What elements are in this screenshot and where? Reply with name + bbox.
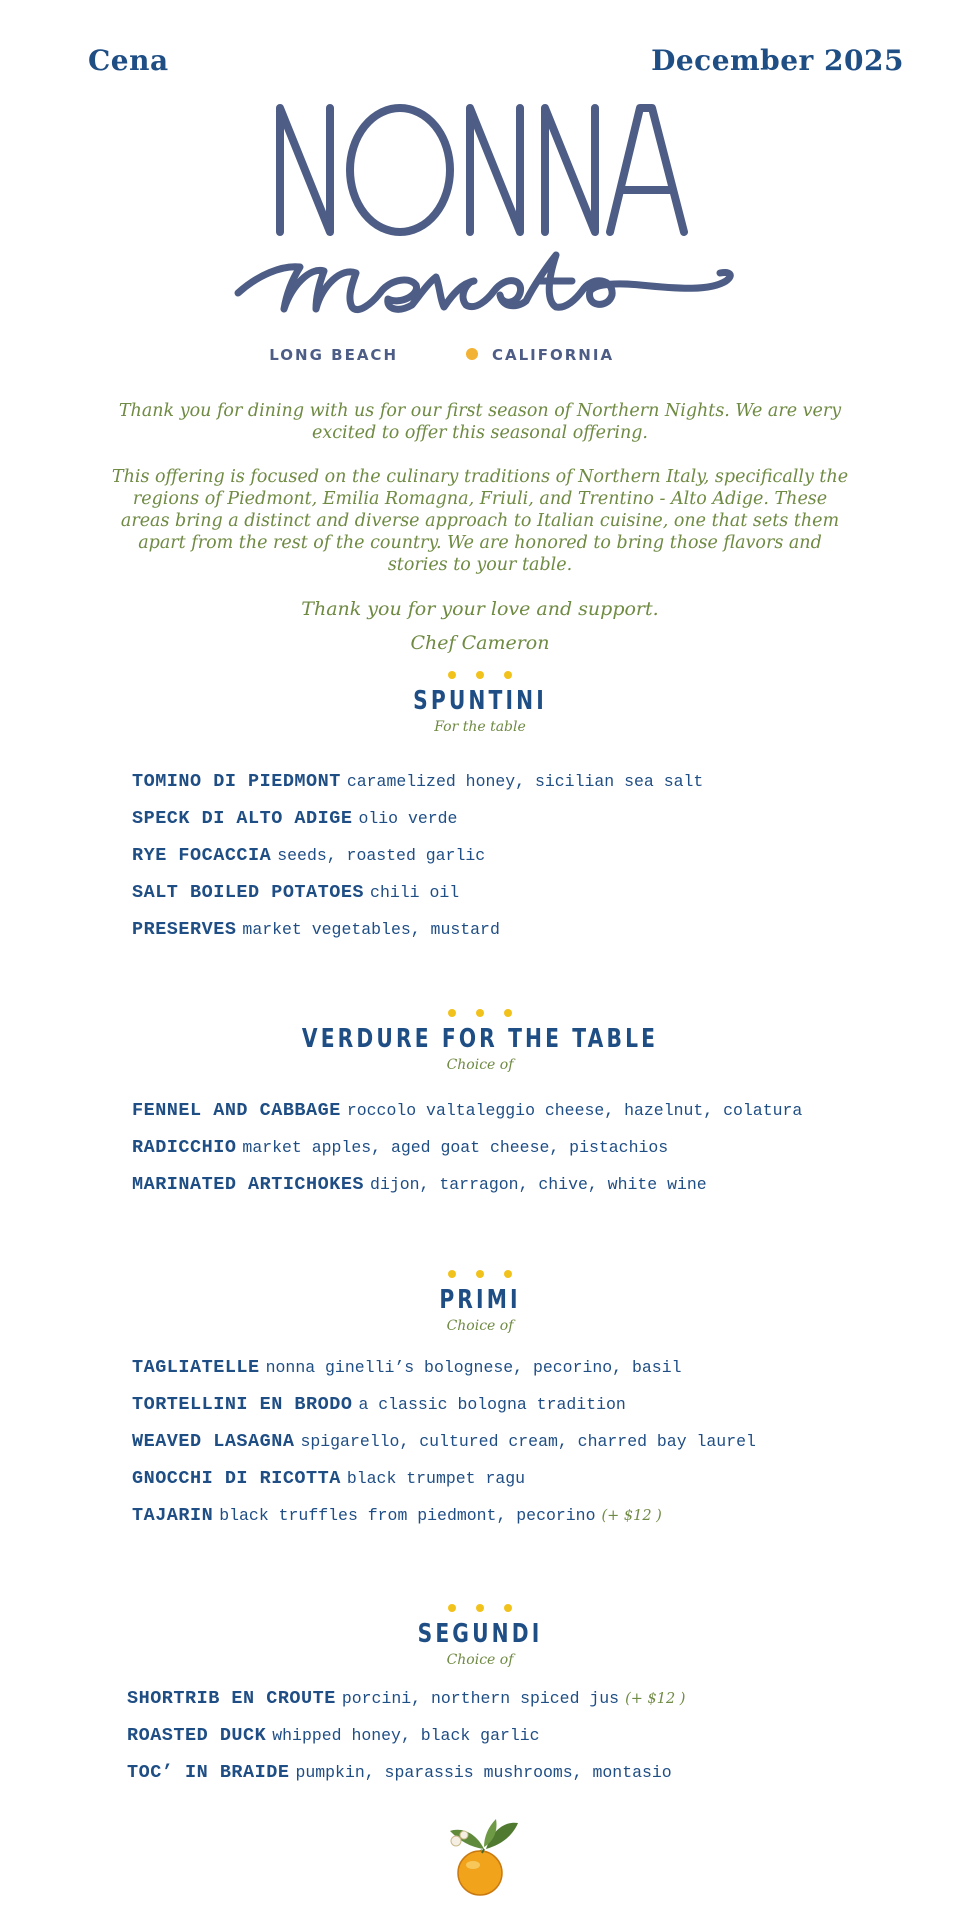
- section-items-verdure: [132, 1092, 940, 1203]
- intro-paragraph-1: Thank you for dining with us for our first season of Northern Nights. We are very excited to offer this seasonal offering.: [118, 401, 842, 443]
- section-title: SPUNTINI: [413, 686, 547, 716]
- section-subtitle: For the table: [434, 719, 526, 735]
- item-name: PRESERVES: [132, 919, 237, 940]
- menu-item: [132, 1423, 940, 1460]
- location-city: LONG BEACH: [269, 346, 398, 364]
- item-description: roccolo valtaleggio cheese, hazelnut, colatura: [346, 1101, 803, 1120]
- item-description: a classic bologna tradition: [358, 1395, 626, 1414]
- item-description: caramelized honey, sicilian sea salt: [346, 772, 704, 791]
- menu-item: [127, 1680, 940, 1717]
- citrus-icon: [440, 1815, 524, 1915]
- section-title: SEGUNDI: [417, 1619, 543, 1649]
- section-header-segundi: [0, 1599, 960, 1669]
- restaurant-logo: [0, 95, 960, 370]
- item-name: TAJARIN: [132, 1505, 214, 1526]
- section-subtitle: Choice of: [446, 1318, 514, 1334]
- menu-item: [132, 1166, 940, 1203]
- divider-dots: [0, 1004, 960, 1018]
- nonna-wordmark: [280, 108, 684, 232]
- item-upcharge: (+ $12 ): [625, 1691, 686, 1707]
- menu-item: [132, 800, 940, 837]
- item-name: WEAVED LASAGNA: [132, 1431, 295, 1452]
- menu-item: [132, 1497, 940, 1534]
- intro-thanks: Thank you for your love and support.: [301, 598, 659, 620]
- menu-item: [127, 1754, 940, 1791]
- menu-item: [132, 911, 940, 948]
- section-items-spuntini: [132, 763, 940, 948]
- mercato-script: [238, 255, 730, 310]
- menu-item: [132, 1460, 940, 1497]
- item-description: nonna ginelli’s bolognese, pecorino, basil: [265, 1358, 682, 1377]
- item-name: SALT BOILED POTATOES: [132, 882, 365, 903]
- item-description: market vegetables, mustard: [242, 920, 500, 939]
- item-name: SPECK DI ALTO ADIGE: [132, 808, 353, 829]
- item-name: RADICCHIO: [132, 1137, 237, 1158]
- section-items-segundi: [127, 1680, 940, 1791]
- item-name: SHORTRIB EN CROUTE: [127, 1688, 336, 1709]
- item-description: porcini, northern spiced jus: [341, 1689, 620, 1708]
- item-name: TORTELLINI EN BRODO: [132, 1394, 353, 1415]
- item-description: black trumpet ragu: [346, 1469, 526, 1488]
- section-header-spuntini: [0, 666, 960, 736]
- section-header-verdure: [0, 1004, 960, 1074]
- item-description: chili oil: [370, 883, 460, 902]
- item-name: TAGLIATELLE: [132, 1357, 260, 1378]
- menu-item: [132, 1129, 940, 1166]
- divider-dots: [0, 666, 960, 680]
- location-dot-icon: [466, 348, 478, 360]
- intro-letter: [110, 400, 850, 666]
- section-items-primi: [132, 1349, 940, 1534]
- item-name: GNOCCHI DI RICOTTA: [132, 1468, 341, 1489]
- item-description: whipped honey, black garlic: [272, 1726, 540, 1745]
- section-title: PRIMI: [439, 1285, 521, 1315]
- item-name: FENNEL AND CABBAGE: [132, 1100, 341, 1121]
- item-description: market apples, aged goat cheese, pistachios: [242, 1138, 669, 1157]
- chef-signature: Chef Cameron: [410, 632, 550, 654]
- item-description: black truffles from piedmont, pecorino: [219, 1506, 596, 1525]
- menu-item: [132, 763, 940, 800]
- item-name: TOMINO DI PIEDMONT: [132, 771, 341, 792]
- section-subtitle: Choice of: [446, 1057, 514, 1073]
- item-description: seeds, roasted garlic: [277, 846, 486, 865]
- divider-dots: [0, 1599, 960, 1613]
- meal-label: Cena: [88, 44, 169, 77]
- item-description: olio verde: [358, 809, 458, 828]
- item-name: RYE FOCACCIA: [132, 845, 272, 866]
- section-title: VERDURE FOR THE TABLE: [301, 1024, 659, 1054]
- item-description: spigarello, cultured cream, charred bay laurel: [300, 1432, 756, 1451]
- item-upcharge: (+ $12 ): [601, 1508, 662, 1524]
- menu-item: [127, 1717, 940, 1754]
- section-subtitle: Choice of: [446, 1652, 514, 1668]
- item-description: pumpkin, sparassis mushrooms, montasio: [295, 1763, 672, 1782]
- item-description: dijon, tarragon, chive, white wine: [370, 1175, 707, 1194]
- item-name: ROASTED DUCK: [127, 1725, 267, 1746]
- divider-dots: [0, 1265, 960, 1279]
- location-state: CALIFORNIA: [492, 346, 615, 364]
- menu-item: [132, 1386, 940, 1423]
- menu-item: [132, 837, 940, 874]
- intro-paragraph-2: This offering is focused on the culinary traditions of Northern Italy, specifically the regions of Piedmont, Emilia Romagna, Friuli, and Trentino - Alto Adige. These areas bring a distinct and diverse approach to Italian cuisine, one that sets them apart from the rest of the country. We are honored to bring those flavors and stories to your table.: [111, 467, 849, 575]
- date-label: December 2025: [651, 44, 904, 77]
- menu-item: [132, 1092, 940, 1129]
- item-name: TOC’ IN BRAIDE: [127, 1762, 290, 1783]
- menu-item: [132, 874, 940, 911]
- menu-item: [132, 1349, 940, 1386]
- section-header-primi: [0, 1265, 960, 1335]
- item-name: MARINATED ARTICHOKES: [132, 1174, 365, 1195]
